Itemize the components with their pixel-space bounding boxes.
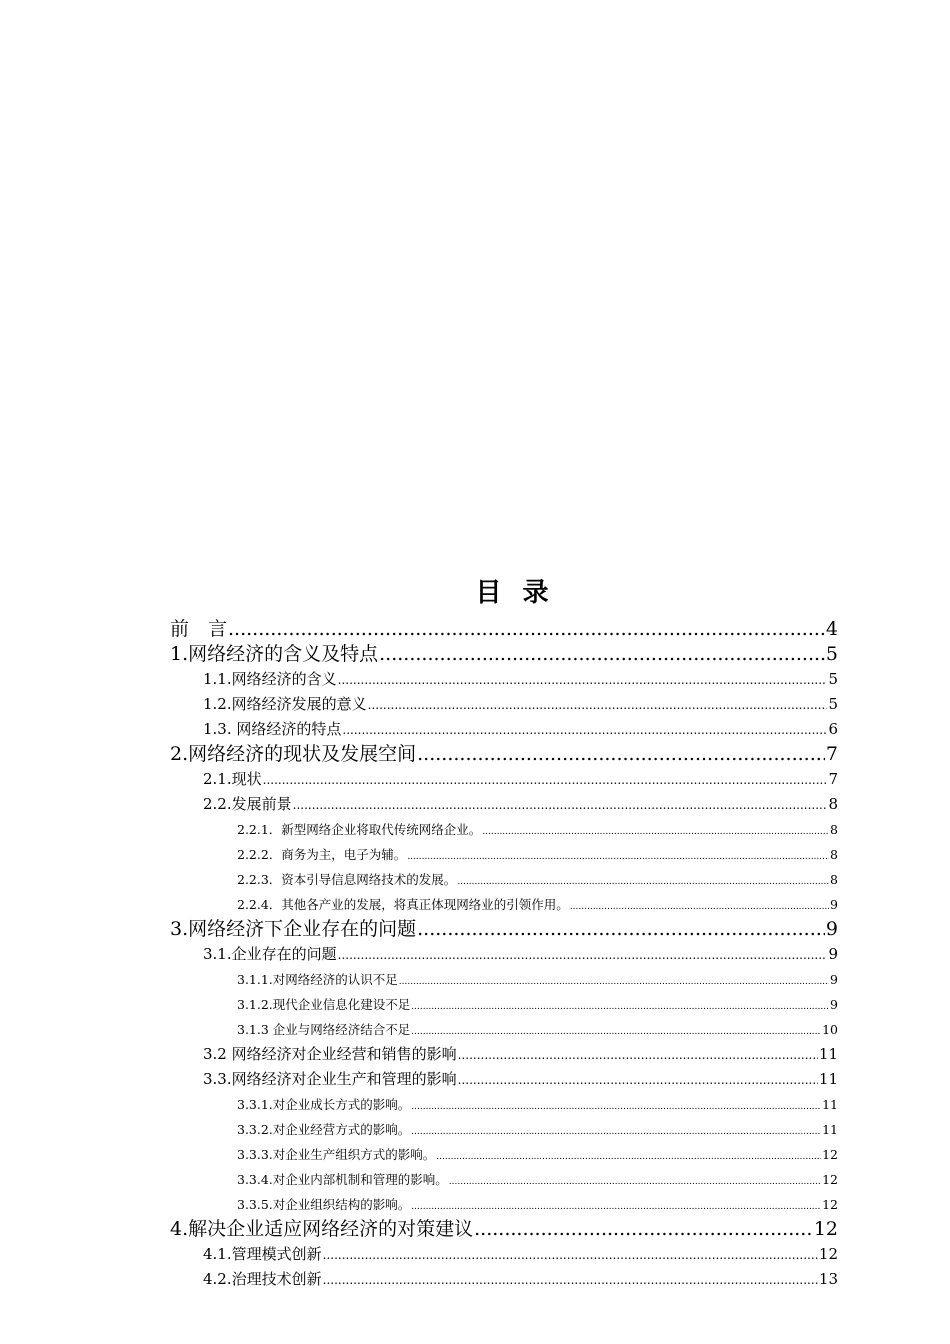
toc-entry-label: 3.2 网络经济对企业经营和销售的影响 <box>203 1045 457 1063</box>
toc-entry[interactable] <box>170 967 838 992</box>
toc-entry[interactable] <box>170 792 838 817</box>
toc-entry[interactable] <box>170 742 838 767</box>
toc-dot-leader <box>417 917 825 942</box>
toc-entry-label: 3.3.3.对企业生产组织方式的影响。 <box>237 1147 436 1162</box>
toc-dot-leader <box>293 793 828 818</box>
toc-entry-page-number: 11 <box>822 1122 838 1137</box>
toc-entry[interactable] <box>170 842 838 867</box>
toc-entry-label: 3.1.2.现代企业信息化建设不足 <box>237 997 411 1012</box>
toc-entry-page-number: 10 <box>822 1022 838 1037</box>
toc-title: 目 录 <box>475 578 555 608</box>
toc-dot-leader <box>436 1145 821 1170</box>
toc-entry-page-number: 12 <box>822 1147 838 1162</box>
toc-dot-leader <box>379 642 825 667</box>
toc-entry[interactable] <box>170 642 838 667</box>
toc-entry-page-number: 11 <box>822 1097 838 1112</box>
toc-dot-leader <box>411 1095 821 1120</box>
toc-dot-leader <box>323 1268 818 1293</box>
toc-entry-label: 3.1.企业存在的问题 <box>203 945 337 963</box>
toc-dot-leader <box>449 1170 821 1195</box>
toc-entry-label: 3.1.1.对网络经济的认识不足 <box>237 972 398 987</box>
toc-entry[interactable] <box>170 867 838 892</box>
toc-entry-page-number: 11 <box>818 1070 838 1088</box>
toc-entry[interactable] <box>170 617 838 642</box>
toc-dot-leader <box>482 820 829 845</box>
toc-entry-page-number: 12 <box>822 1197 838 1212</box>
toc-entry-page-number: 5 <box>828 670 838 688</box>
toc-entry-label: 3.3.1.对企业成长方式的影响。 <box>237 1097 411 1112</box>
toc-entry[interactable] <box>170 1242 838 1267</box>
toc-dot-leader <box>342 718 827 743</box>
toc-dot-leader <box>368 693 828 718</box>
toc-entry[interactable] <box>170 1067 838 1092</box>
toc-entry-page-number: 8 <box>830 847 838 862</box>
toc-entry-label: 4.2.治理技术创新 <box>203 1270 322 1288</box>
toc-entry-page-number: 5 <box>828 695 838 713</box>
toc-entry[interactable] <box>170 1217 838 1242</box>
toc-entry-label: 3.3.网络经济对企业生产和管理的影响 <box>203 1070 457 1088</box>
toc-entry-page-number: 13 <box>818 1270 838 1288</box>
toc-entry-page-number: 4 <box>825 618 838 640</box>
toc-dot-leader <box>417 742 825 767</box>
toc-entry-page-number: 8 <box>828 795 838 813</box>
toc-dot-leader <box>263 768 828 793</box>
toc-entry[interactable] <box>170 817 838 842</box>
toc-entry-page-number: 9 <box>830 897 838 912</box>
toc-entry-label: 1.网络经济的含义及特点 <box>170 643 379 665</box>
toc-entry-page-number: 8 <box>830 822 838 837</box>
toc-dot-leader <box>411 1020 821 1045</box>
toc-entry[interactable] <box>170 667 838 692</box>
toc-entry-page-number: 12 <box>818 1245 838 1263</box>
toc-entry-label: 3.3.2.对企业经营方式的影响。 <box>237 1122 411 1137</box>
toc-entry-page-number: 12 <box>822 1172 838 1187</box>
toc-entry-label: 2.2.2．商务为主，电子为辅。 <box>237 847 407 862</box>
toc-entry[interactable] <box>170 917 838 942</box>
toc-entry-label: 1.3. 网络经济的特点 <box>203 720 342 738</box>
toc-entry-page-number: 9 <box>828 945 838 963</box>
toc-dot-leader <box>407 845 829 870</box>
toc-entry-label: 3.网络经济下企业存在的问题 <box>170 918 417 940</box>
toc-dot-leader <box>458 1043 818 1068</box>
toc-entry[interactable] <box>170 1192 838 1217</box>
toc-entry[interactable] <box>170 1092 838 1117</box>
toc-entry-page-number: 7 <box>828 770 838 788</box>
toc-entry[interactable] <box>170 1042 838 1067</box>
toc-entry[interactable] <box>170 717 838 742</box>
toc-entry[interactable] <box>170 767 838 792</box>
toc-entry-page-number: 9 <box>825 918 838 940</box>
toc-entry-label: 2.2.发展前景 <box>203 795 292 813</box>
toc-entry-label: 2.2.3．资本引导信息网络技术的发展。 <box>237 872 457 887</box>
toc-entry-label: 2.网络经济的现状及发展空间 <box>170 743 417 765</box>
toc-entry[interactable] <box>170 1117 838 1142</box>
toc-entry-label: 4.1.管理模式创新 <box>203 1245 322 1263</box>
table-of-contents <box>170 617 838 1292</box>
toc-entry[interactable] <box>170 1167 838 1192</box>
toc-entry-label: 4.解决企业适应网络经济的对策建议 <box>170 1218 474 1240</box>
toc-entry[interactable] <box>170 992 838 1017</box>
toc-dot-leader <box>411 1120 821 1145</box>
toc-entry-label: 3.1.3 企业与网络经济结合不足 <box>237 1022 411 1037</box>
toc-entry[interactable] <box>170 942 838 967</box>
toc-entry-label: 2.2.1．新型网络企业将取代传统网络企业。 <box>237 822 482 837</box>
toc-entry[interactable] <box>170 1267 838 1292</box>
toc-entry-label: 2.1.现状 <box>203 770 262 788</box>
toc-entry-label: 3.3.5.对企业组织结构的影响。 <box>237 1197 411 1212</box>
toc-entry[interactable] <box>170 892 838 917</box>
toc-dot-leader <box>474 1217 813 1242</box>
toc-entry-page-number: 5 <box>825 643 838 665</box>
toc-entry-label: 2.2.4．其他各产业的发展，将真正体现网络业的引领作用。 <box>237 897 569 912</box>
toc-entry[interactable] <box>170 1017 838 1042</box>
toc-entry[interactable] <box>170 1142 838 1167</box>
toc-dot-leader <box>338 668 828 693</box>
toc-entry-label: 前 言 <box>170 618 228 640</box>
toc-dot-leader <box>323 1243 818 1268</box>
toc-entry-page-number: 8 <box>830 872 838 887</box>
toc-entry-label: 3.3.4.对企业内部机制和管理的影响。 <box>237 1172 448 1187</box>
toc-entry-label: 1.2.网络经济发展的意义 <box>203 695 367 713</box>
toc-dot-leader <box>411 995 829 1020</box>
toc-dot-leader <box>399 970 829 995</box>
toc-entry[interactable] <box>170 692 838 717</box>
toc-entry-label: 1.1.网络经济的含义 <box>203 670 337 688</box>
toc-entry-page-number: 6 <box>828 720 838 738</box>
toc-dot-leader <box>458 1068 818 1093</box>
toc-dot-leader <box>338 943 828 968</box>
toc-entry-page-number: 9 <box>830 997 838 1012</box>
toc-entry-page-number: 7 <box>825 743 838 765</box>
toc-entry-page-number: 12 <box>813 1218 838 1240</box>
toc-entry-page-number: 9 <box>830 972 838 987</box>
toc-dot-leader <box>228 617 825 642</box>
toc-entry-page-number: 11 <box>818 1045 838 1063</box>
